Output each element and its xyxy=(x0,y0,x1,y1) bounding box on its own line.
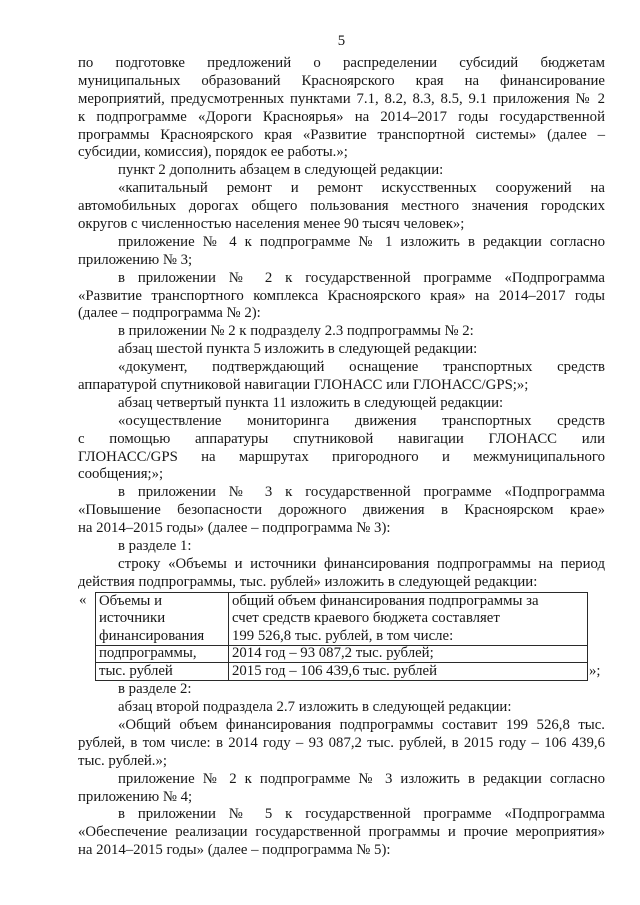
text-line: программы Красноярского края «Развитие транспортной системы» (далее – xyxy=(78,126,605,143)
text-line: «документ, подтверждающий оснащение транспортных средств xyxy=(118,359,605,376)
text-line: в приложении № 2 к подразделу 2.3 подпрограммы № 2: xyxy=(118,323,474,340)
text-line: в разделе 1: xyxy=(118,538,192,555)
funding-value-line: общий объем финансирования подпрограммы за xyxy=(232,592,539,609)
funding-label-line: подпрограммы, xyxy=(99,645,197,662)
text-line: мероприятий, предусмотренных пунктами 7.1, 8.2, 8.3, 8.5, 9.1 приложения № 2 xyxy=(78,90,605,107)
funding-value-cell xyxy=(229,593,587,681)
text-line: «Обеспечение реализации государственной программы и прочие мероприятия» xyxy=(78,824,605,841)
text-line: на 2014–2015 годы» (далее – подпрограмма № 3): xyxy=(78,520,391,537)
funding-value-line: счет средств краевого бюджета составляет xyxy=(232,610,500,627)
paragraph xyxy=(78,341,605,359)
paragraph xyxy=(78,806,605,860)
text-line: пункт 2 дополнить абзацем в следующей редакции: xyxy=(118,162,444,179)
text-line: приложение № 2 к подпрограмме № 3 изложить в редакции согласно xyxy=(118,770,605,787)
text-line: приложению № 4; xyxy=(78,788,193,805)
funding-label-line: тыс. рублей xyxy=(99,662,173,679)
paragraph xyxy=(78,717,605,771)
text-line: «осуществление мониторинга движения транспортных средств xyxy=(118,412,605,429)
funding-value-line: 2015 год – 106 439,6 тыс. рублей xyxy=(232,662,437,679)
paragraph xyxy=(78,359,605,395)
text-line: тыс. рублей.»; xyxy=(78,752,168,769)
document-body xyxy=(78,55,605,860)
paragraph xyxy=(78,162,605,180)
funding-label-line: Объемы и xyxy=(99,592,162,609)
text-line: аппаратурой спутниковой навигации ГЛОНАСС или ГЛОНАСС/GPS;»; xyxy=(78,377,529,394)
paragraph xyxy=(78,484,605,538)
text-line: «Общий объем финансирования подпрограммы составит 199 526,8 тыс. xyxy=(118,717,605,733)
text-line: «Развитие транспортного комплекса Красноярского края» на 2014–2017 годы xyxy=(78,287,605,304)
text-line: приложению № 3; xyxy=(78,251,193,268)
table-divider xyxy=(96,645,587,646)
text-line: по подготовке предложений о распределении субсидий бюджетам xyxy=(78,55,605,71)
paragraph xyxy=(78,395,605,413)
paragraph xyxy=(78,323,605,341)
text-line: «Повышение безопасности дорожного движения в Красноярском крае» xyxy=(78,502,605,519)
paragraph xyxy=(78,55,605,162)
opening-quote: « xyxy=(79,591,87,608)
text-line: в приложении № 3 к государственной программе «Подпрограмма xyxy=(118,484,605,501)
paragraph xyxy=(78,270,605,324)
paragraph xyxy=(78,180,605,234)
text-line: абзац четвертый пункта 11 изложить в следующей редакции: xyxy=(118,394,504,411)
funding-value-line: 2014 год – 93 087,2 тыс. рублей; xyxy=(232,645,434,662)
text-line: автомобильных дорогах общего пользования местного значения городских xyxy=(78,198,605,215)
funding-label-cell xyxy=(96,593,229,681)
paragraph xyxy=(78,556,605,592)
page-number: 5 xyxy=(337,33,346,49)
text-line: «капитальный ремонт и ремонт искусственных сооружений на xyxy=(118,180,605,197)
text-line: рублей, в том числе: в 2014 году – 93 087,2 тыс. рублей, в 2015 году – 106 439,6 xyxy=(78,734,605,751)
table-divider xyxy=(96,662,587,663)
funding-table-block xyxy=(78,592,605,682)
text-line: действия подпрограммы, тыс. рублей» изложить в следующей редакции: xyxy=(78,573,538,590)
text-line: приложение № 4 к подпрограмме № 1 изложить в редакции согласно xyxy=(118,233,605,250)
funding-value-line: 199 526,8 тыс. рублей, в том числе: xyxy=(232,627,454,644)
paragraph xyxy=(78,771,605,807)
paragraph xyxy=(78,699,605,717)
text-line: с помощью аппаратуры спутниковой навигации ГЛОНАСС или xyxy=(78,430,605,447)
text-line: округов с численностью населения менее 90 тысяч человек»; xyxy=(78,216,465,233)
paragraph xyxy=(78,234,605,270)
text-line: сообщения;»; xyxy=(78,466,164,483)
text-line: строку «Объемы и источники финансирования подпрограммы на период xyxy=(118,555,605,572)
funding-label-line: финансирования xyxy=(99,627,205,644)
text-line: абзац второй подраздела 2.7 изложить в следующей редакции: xyxy=(118,699,512,716)
text-line: к подпрограмме «Дороги Красноярья» на 2014–2017 годы государственной xyxy=(78,108,605,125)
paragraph xyxy=(78,538,605,556)
text-line: абзац шестой пункта 5 изложить в следующей редакции: xyxy=(118,341,478,358)
text-line: в приложении № 5 к государственной программе «Подпрограмма xyxy=(118,806,605,823)
funding-table xyxy=(95,592,588,682)
paragraph xyxy=(78,413,605,485)
text-line: в разделе 2: xyxy=(118,681,192,698)
closing-quote: »; xyxy=(589,662,601,679)
text-line: (далее – подпрограмма № 2): xyxy=(78,305,261,322)
text-line: ГЛОНАСС/GPS на маршрутах пригородного и межмуниципального xyxy=(78,448,605,465)
text-line: на 2014–2015 годы» (далее – подпрограмма № 5): xyxy=(78,842,391,859)
paragraph xyxy=(78,681,605,699)
text-line: в приложении № 2 к государственной программе «Подпрограмма xyxy=(118,269,605,286)
funding-label-line: источники xyxy=(99,610,166,627)
text-line: субсидии, комиссия), порядок ее работы.»; xyxy=(78,144,348,161)
text-line: муниципальных образований Красноярского края на финансирование xyxy=(78,72,605,89)
